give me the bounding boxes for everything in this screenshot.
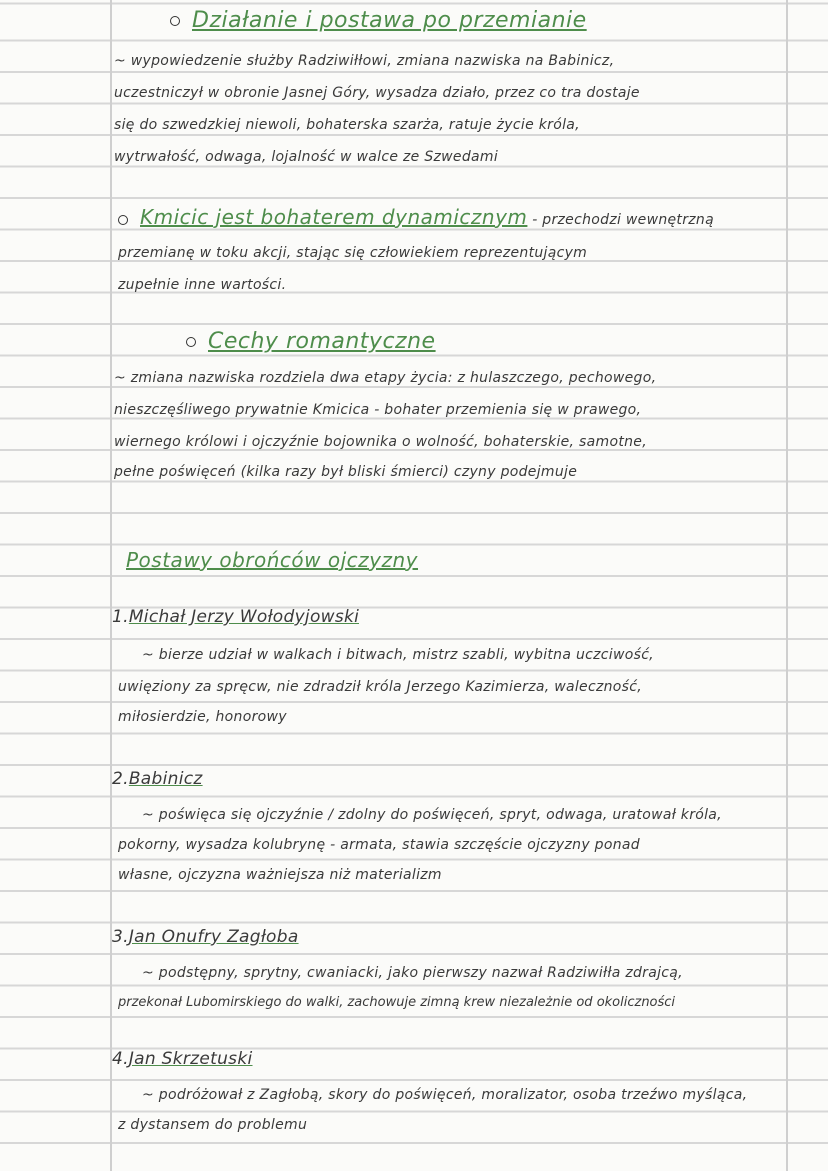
defender-name-text: Jan Skrzetuski: [128, 1049, 253, 1069]
note-line: z dystansem do problemu: [118, 1117, 308, 1133]
note-line: wiernego królowi i ojczyźnie bojownika o wolność, bohaterskie, samotne,: [114, 434, 647, 450]
heading-text: Działanie i postawa po przemianie: [192, 10, 587, 32]
heading-text: Cechy romantyczne: [208, 331, 436, 353]
bullet-icon: [170, 16, 180, 26]
defender-name-1: [112, 606, 359, 628]
section-heading-1: [170, 10, 587, 32]
defenders-title: [126, 549, 418, 571]
section-heading-2: [118, 206, 714, 231]
defender-name-text: Babinicz: [128, 769, 203, 789]
note-line: pokorny, wysadza kolubrynę - armata, stawia szczęście ojczyzny ponad: [118, 837, 640, 853]
note-line: własne, ojczyzna ważniejsza niż materializm: [118, 867, 442, 883]
note-line: miłosierdzie, honorowy: [118, 709, 287, 725]
note-line: ~ podróżował z Zagłobą, skory do poświęceń, moralizator, osoba trzeźwo myśląca,: [142, 1087, 748, 1103]
note-line: nieszczęśliwego prywatnie Kmicica - bohater przemienia się w prawego,: [114, 402, 642, 418]
note-line: ~ bierze udział w walkach i bitwach, mistrz szabli, wybitna uczciwość,: [142, 647, 654, 663]
note-line: się do szwedzkiej niewoli, bohaterska szarża, ratuje życie króla,: [114, 117, 580, 133]
note-line: przemianę w toku akcji, stając się człowiekiem reprezentującym: [118, 245, 588, 261]
note-line: ~ poświęca się ojczyźnie / zdolny do poświęceń, spryt, odwaga, uratował króla,: [142, 807, 722, 823]
bullet-icon: [118, 215, 128, 225]
heading-continuation: - przechodzi wewnętrzną: [532, 212, 714, 228]
note-line: uwięziony za spręcw, nie zdradził króla Jerzego Kazimierza, waleczność,: [118, 679, 643, 695]
note-line: ~ zmiana nazwiska rozdziela dwa etapy życia: z hulaszczego, pechowego,: [114, 370, 657, 386]
defender-number: 4.: [112, 1049, 129, 1069]
defender-number: 2.: [112, 769, 129, 789]
note-line: wytrwałość, odwaga, lojalność w walce ze Szwedami: [114, 149, 499, 165]
note-line: pełne poświęceń (kilka razy był bliski śmierci) czyny podejmuje: [114, 464, 578, 480]
note-line: przekonał Lubomirskiego do walki, zachowuje zimną krew niezależnie od okoliczności: [118, 995, 676, 1010]
note-line: zupełnie inne wartości.: [118, 277, 287, 293]
section-heading-3: [186, 331, 436, 353]
note-line: ~ podstępny, sprytny, cwaniacki, jako pierwszy nazwał Radziwiłła zdrajcą,: [142, 965, 683, 981]
defender-name-2: [112, 768, 203, 790]
right-margin-line: [786, 0, 788, 1171]
defender-number: 3.: [112, 927, 129, 947]
bullet-icon: [186, 337, 196, 347]
defender-name-3: [112, 926, 299, 948]
left-margin-line: [110, 0, 112, 1171]
defender-name-text: Jan Onufry Zagłoba: [128, 927, 299, 947]
note-line: uczestniczył w obronie Jasnej Góry, wysadza działo, przez co tra dostaje: [114, 85, 640, 101]
defender-name-text: Michał Jerzy Wołodyjowski: [128, 607, 360, 627]
note-line: ~ wypowiedzenie służby Radziwiłłowi, zmiana nazwiska na Babinicz,: [114, 53, 615, 69]
defender-number: 1.: [112, 607, 129, 627]
defenders-title-text: Postawy obrońców ojczyzny: [126, 549, 419, 571]
defender-name-4: [112, 1048, 253, 1070]
heading-text: Kmicic jest bohaterem dynamicznym: [140, 206, 528, 229]
